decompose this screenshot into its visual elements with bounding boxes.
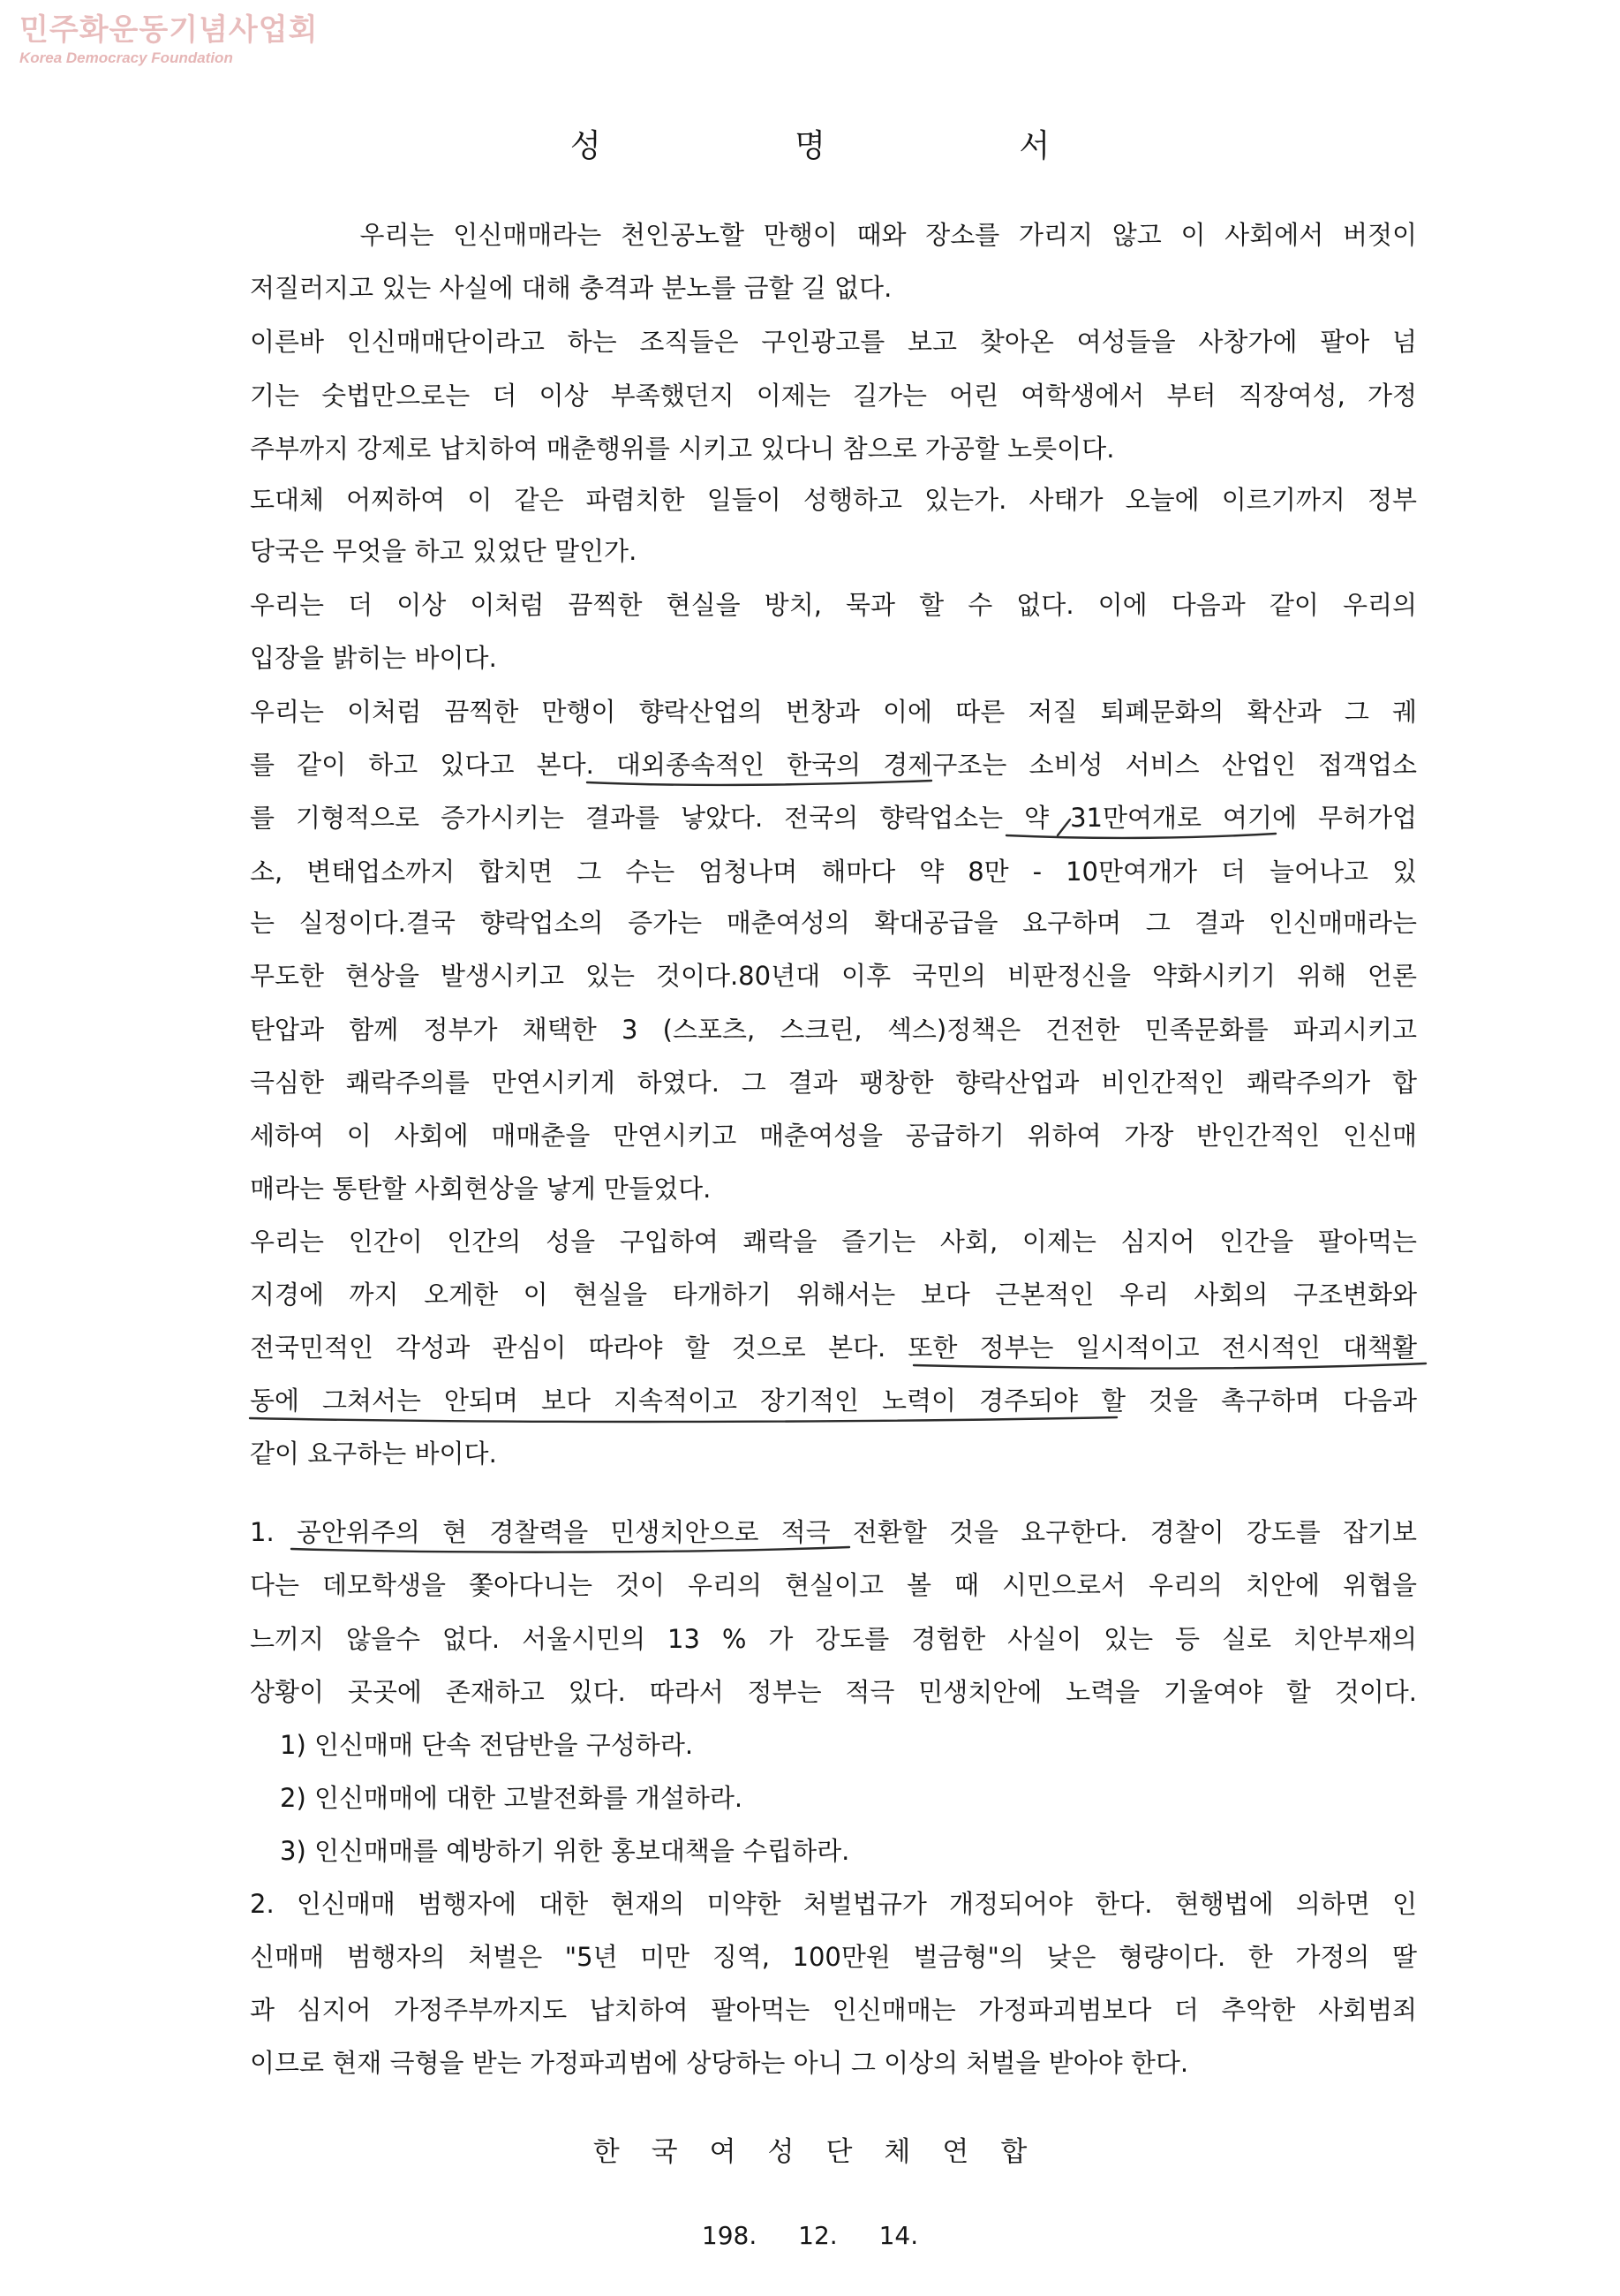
body-line: 우리는 인간이 인간의 성을 구입하여 쾌락을 즐기는 사회, 이제는 심지어 인간을 팔아먹는 xyxy=(250,1227,1417,1257)
body-line: 무도한 현상을 발생시키고 있는 것이다.80년대 이후 국민의 비판정신을 약화시키기 위해 언론 xyxy=(250,961,1417,991)
demand-line: 다는 데모학생을 쫓아다니는 것이 우리의 현실이고 볼 때 시민으로서 우리의 치안에 위협을 xyxy=(250,1570,1417,1600)
body-line: 세하여 이 사회에 매매춘을 만연시키고 매춘여성을 공급하기 위하여 가장 반인간적인 인신매 xyxy=(250,1121,1417,1151)
body-line: 기는 숫법만으로는 더 이상 부족했던지 이제는 길가는 어린 여학생에서 부터 직장여성, 가정 xyxy=(250,381,1417,411)
body-line: 당국은 무엇을 하고 있었단 말인가. xyxy=(250,536,637,566)
sub-item: 1) 인신매매 단속 전담반을 구성하라. xyxy=(280,1730,694,1760)
body-line: 탄압과 함께 정부가 채택한 3 (스포츠, 스크린, 섹스)정책은 건전한 민족문화를 파괴시키고 xyxy=(250,1015,1417,1045)
demand-line: 상황이 곳곳에 존재하고 있다. 따라서 정부는 적극 민생치안에 노력을 기울여야 할 것이다. xyxy=(250,1677,1417,1707)
sub-item: 2) 인신매매에 대한 고발전화를 개설하라. xyxy=(280,1783,743,1813)
body-line: 소, 변태업소까지 합치면 그 수는 엄청나며 해마다 약 8만 - 10만여개가 더 늘어나고 있 xyxy=(250,857,1417,887)
signatory-organization: 한국여성단체연합 xyxy=(592,2136,1059,2168)
body-line: 동에 그쳐서는 안되며 보다 지속적이고 장기적인 노력이 경주되야 할 것을 촉구하며 다음과 xyxy=(250,1386,1417,1416)
document-title: 성 명 서 xyxy=(569,128,1142,164)
body-line: 를 기형적으로 증가시키는 결과를 낳았다. 전국의 향락업소는 약 31만여개로 여기에 무허가업 xyxy=(250,803,1417,833)
body-line: 지경에 까지 오게한 이 현실을 타개하기 위해서는 보다 근본적인 우리 사회의 구조변화와 xyxy=(250,1280,1417,1310)
logo-english-text: Korea Democracy Foundation xyxy=(19,49,233,66)
body-line: 같이 요구하는 바이다. xyxy=(250,1439,497,1469)
logo-korean-text: 민주화운동기념사업회 xyxy=(19,12,319,48)
foundation-logo xyxy=(19,12,318,67)
demand-line: 1. 공안위주의 현 경찰력을 민생치안으로 적극 전환할 것을 요구한다. 경찰이 강도를 잡기보 xyxy=(250,1517,1417,1547)
demand-line: 신매매 범행자의 처벌은 "5년 미만 징역, 100만원 벌금형"의 낮은 형량이다. 한 가정의 딸 xyxy=(250,1942,1417,1972)
statement-date: 198. 12. 14. xyxy=(701,2221,919,2250)
body-line: 우리는 인신매매라는 천인공노할 만행이 때와 장소를 가리지 않고 이 사회에서 버젓이 xyxy=(250,220,1417,250)
body-line: 매라는 통탄할 사회현상을 낳게 만들었다. xyxy=(250,1174,712,1204)
body-line: 입장을 밝히는 바이다. xyxy=(250,643,497,673)
body-line: 주부까지 강제로 납치하여 매춘행위를 시키고 있다니 참으로 가공할 노릇이다. xyxy=(250,434,1115,464)
demand-line: 이므로 현재 극형을 받는 가정파괴범에 상당하는 아니 그 이상의 처벌을 받아야 한다. xyxy=(250,2048,1189,2078)
demand-line: 2. 인신매매 범행자에 대한 현재의 미약한 처벌법규가 개정되어야 한다. 현행법에 의하면 인 xyxy=(250,1889,1417,1919)
body-line: 우리는 더 이상 이처럼 끔찍한 현실을 방치, 묵과 할 수 없다. 이에 다음과 같이 우리의 xyxy=(250,590,1417,620)
body-line: 극심한 쾌락주의를 만연시키게 하였다. 그 결과 팽창한 향락산업과 비인간적인 쾌락주의가 합 xyxy=(250,1068,1417,1098)
body-line: 이른바 인신매매단이라고 하는 조직들은 구인광고를 보고 찾아온 여성들을 사창가에 팔아 넘 xyxy=(250,327,1417,357)
body-line: 전국민적인 각성과 관심이 따라야 할 것으로 본다. 또한 정부는 일시적이고 전시적인 대책활 xyxy=(250,1333,1417,1363)
body-line: 를 같이 하고 있다고 본다. 대외종속적인 한국의 경제구조는 소비성 서비스 산업인 접객업소 xyxy=(250,750,1417,780)
body-line: 저질러지고 있는 사실에 대해 충격과 분노를 금할 길 없다. xyxy=(250,273,893,303)
body-line: 는 실정이다.결국 향락업소의 증가는 매춘여성의 확대공급을 요구하며 그 결과 인신매매라는 xyxy=(250,908,1417,938)
body-line: 도대체 어찌하여 이 같은 파렴치한 일들이 성행하고 있는가. 사태가 오늘에 이르기까지 정부 xyxy=(250,485,1417,515)
demand-line: 과 심지어 가정주부까지도 납치하여 팔아먹는 인신매매는 가정파괴범보다 더 추악한 사회범죄 xyxy=(250,1995,1417,2025)
sub-item: 3) 인신매매를 예방하기 위한 홍보대책을 수립하라. xyxy=(280,1836,850,1866)
body-line: 우리는 이처럼 끔찍한 만행이 향락산업의 번창과 이에 따른 저질 퇴폐문화의 확산과 그 궤 xyxy=(250,697,1417,727)
demand-line: 느끼지 않을수 없다. 서울시민의 13 % 가 강도를 경험한 사실이 있는 등 실로 치안부재의 xyxy=(250,1624,1417,1654)
